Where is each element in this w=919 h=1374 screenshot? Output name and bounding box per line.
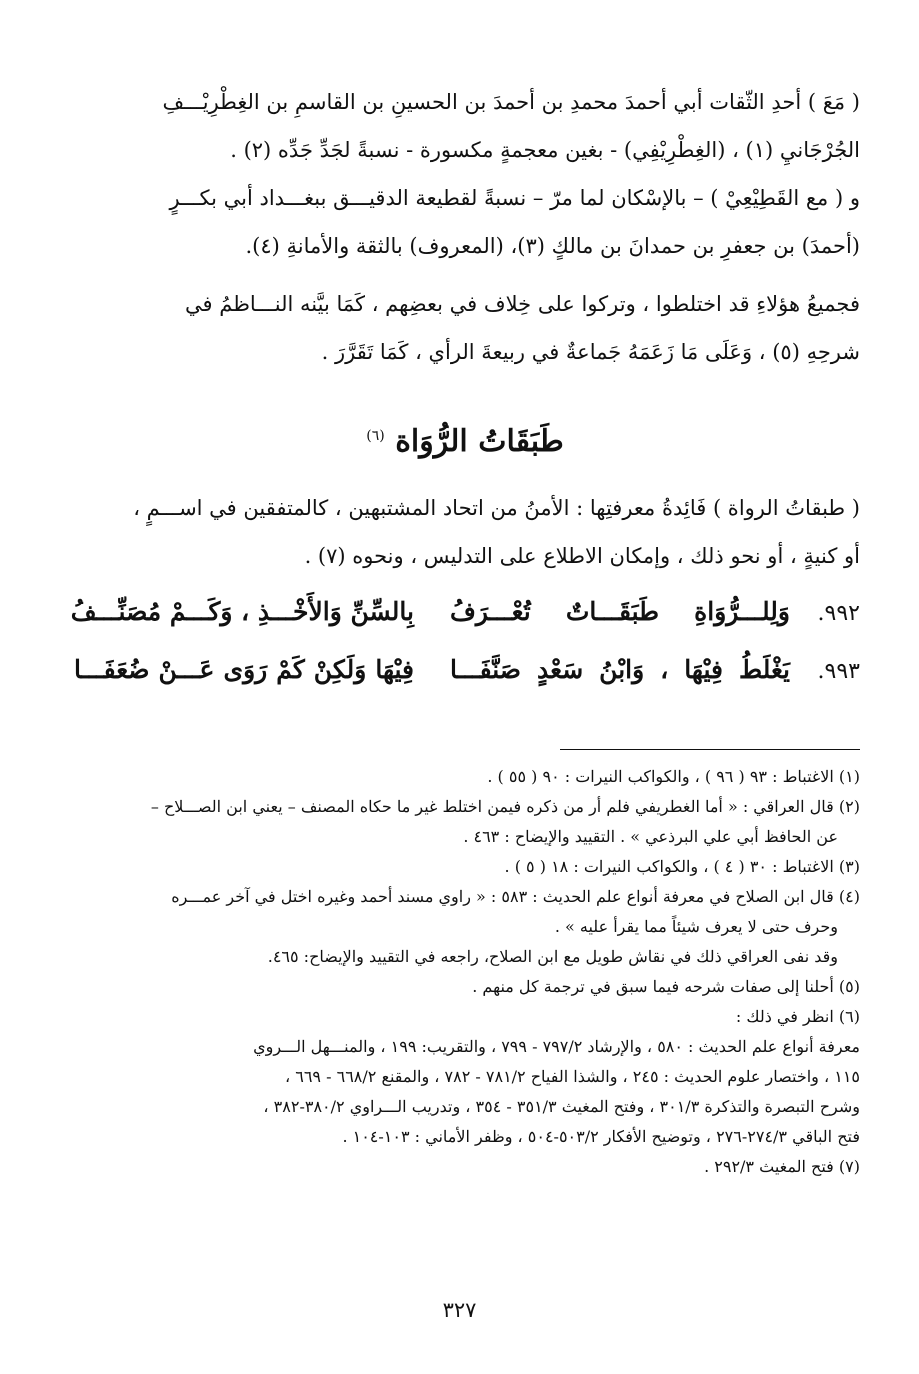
footnote-5: (٥) أحلنا إلى صفات شرحه فيما سبق في ترجمة كل منهم . (472, 977, 860, 996)
verse-993 (70, 642, 860, 700)
paragraph-4 (70, 484, 860, 580)
text-line: فجميعُ هؤلاءِ قد اختلطوا ، وتركوا على خِلاف في بعضِهم ، كَمَا بيَّنه النـــاظمُ في (185, 292, 860, 316)
verse-second-hemistich: بِالسِّنِّ وَالأَخْـــذِ ، وَكَـــمْ مُصَنِّـــفُ (70, 597, 414, 626)
verse-first-hemistich: يَغْلَطُ فِيْهَا ، وَابْنُ سَعْدٍ صَنَّفَـــا (450, 655, 790, 684)
footnote-4-continued: وحرف حتى لا يعرف شيئاً مما يقرأ عليه » . (554, 917, 838, 936)
poem-verses (70, 584, 860, 700)
text-line: ( مَعَ ) أحدِ الثّقات أبي أحمدَ محمدِ بن أحمدَ بن الحسينِ بن القاسمِ بن الغِطْرِيْـــفِ (162, 90, 860, 114)
footnote-6: (٦) انظر في ذلك : (735, 1007, 860, 1026)
text-line: و ( مع القَطِيْعِيْ ) – بالإسْكان لما مرّ – نسبةً لقطيعة الدقيـــق ببغـــداد أبي بكـــرٍ (169, 186, 860, 210)
footnote-4: (٤) قال ابن الصلاح في معرفة أنواع علم الحديث : ٥٨٣ : « راوي مسند أحمد وغيره اختل في آخر عمـــره (171, 887, 860, 906)
text-line: ( طبقاتُ الرواة ) فَائِدةُ معرفتِها : الأمنُ من اتحاد المشتبهين ، كالمتفقين في اســـمٍ ، (133, 496, 860, 520)
text-line: الجُرْجَانيِ (١) ، (الغِطْرِيْفِي) - بغين معجمةٍ مكسورة - نسبةً لجَدِّ جَدِّه (٢) . (230, 138, 860, 162)
paragraph-1 (70, 78, 860, 174)
footnotes (80, 762, 860, 1182)
verse-second-hemistich: فِيْهَا وَلَكِنْ كَمْ رَوَى عَـــنْ ضُعَفَـــا (74, 655, 414, 684)
footnote-4-note: وقد نفى العراقي ذلك في نقاش طويل مع ابن الصلاح، راجعه في التقييد والإيضاح: ٤٦٥. (267, 947, 838, 966)
footnote-7: (٧) فتح المغيث ٢٩٢/٣ . (704, 1157, 860, 1176)
footnote-1: (١) الاغتباط : ٩٣ ( ٩٦ ) ، والكواكب النيرات : ٩٠ ( ٥٥ ) . (487, 767, 860, 786)
text-line: (أحمدَ) بن جعفرِ بن حمدانَ بن مالكٍ (٣)، (المعروف) بالثقة والأمانةِ (٤). (245, 234, 860, 258)
page-number: ٣٢٧ (442, 1298, 477, 1322)
heading-text: طَبَقَاتُ الرُّوَاة (395, 424, 564, 459)
paragraph-3 (70, 280, 860, 376)
verse-992 (70, 584, 860, 642)
section-heading (70, 414, 860, 464)
main-text (70, 78, 860, 700)
verse-number: ٩٩٢. (817, 601, 860, 626)
text-line: شرحِهِ (٥) ، وَعَلَى مَا زَعَمَهُ جَماعةٌ في ربيعةَ الرأي ، كَمَا تَقَرَّرَ . (321, 340, 860, 364)
footnote-6-refs: ١١٥ ، واختصار علوم الحديث : ٢٤٥ ، والشذا الفياح ٧٨١/٢ - ٧٨٢ ، والمقنع ٦٦٨/٢ - ٦٦٩ ، (284, 1067, 860, 1086)
verse-number: ٩٩٣. (817, 659, 860, 684)
footnote-6-refs: معرفة أنواع علم الحديث : ٥٨٠ ، والإرشاد ٧٩٧/٢ - ٧٩٩ ، والتقريب: ١٩٩ ، والمنـــهل الـــروي (253, 1037, 860, 1056)
text-line: أو كنيةٍ ، أو نحو ذلك ، وإمكان الاطلاع على التدليس ، ونحوه (٧) . (304, 544, 860, 568)
verse-first-hemistich: وَلِلـــرُّوَاةِ طَبَقَـــاتٌ تُعْـــرَفُ (450, 597, 790, 626)
paragraph-2 (70, 174, 860, 270)
heading-footnote-ref: (٦) (366, 428, 385, 444)
footnote-separator (560, 749, 860, 750)
footnote-2-continued: عن الحافظ أبي علي البرذعي » . التقييد والإيضاح : ٤٦٣ . (463, 827, 838, 846)
footnote-3: (٣) الاغتباط : ٣٠ ( ٤ ) ، والكواكب النيرات : ١٨ ( ٥ ) . (504, 857, 860, 876)
footnote-6-refs: وشرح التبصرة والتذكرة ٣٠١/٣ ، وفتح المغيث ٣٥١/٣ - ٣٥٤ ، وتدريب الـــراوي ٣٨٠/٢-٣٨٢ ، (263, 1097, 860, 1116)
footnote-6-refs: فتح الباقي ٢٧٤/٣-٢٧٦ ، وتوضيح الأفكار ٥٠٣/٢-٥٠٤ ، وظفر الأماني : ١٠٣-١٠٤ . (342, 1127, 860, 1146)
footnote-2: (٢) قال العراقي : « أما الغطريفي فلم أر من ذكره فيمن اختلط غير ما حكاه المصنف – يعني ابن الصـــلاح – (150, 797, 860, 816)
